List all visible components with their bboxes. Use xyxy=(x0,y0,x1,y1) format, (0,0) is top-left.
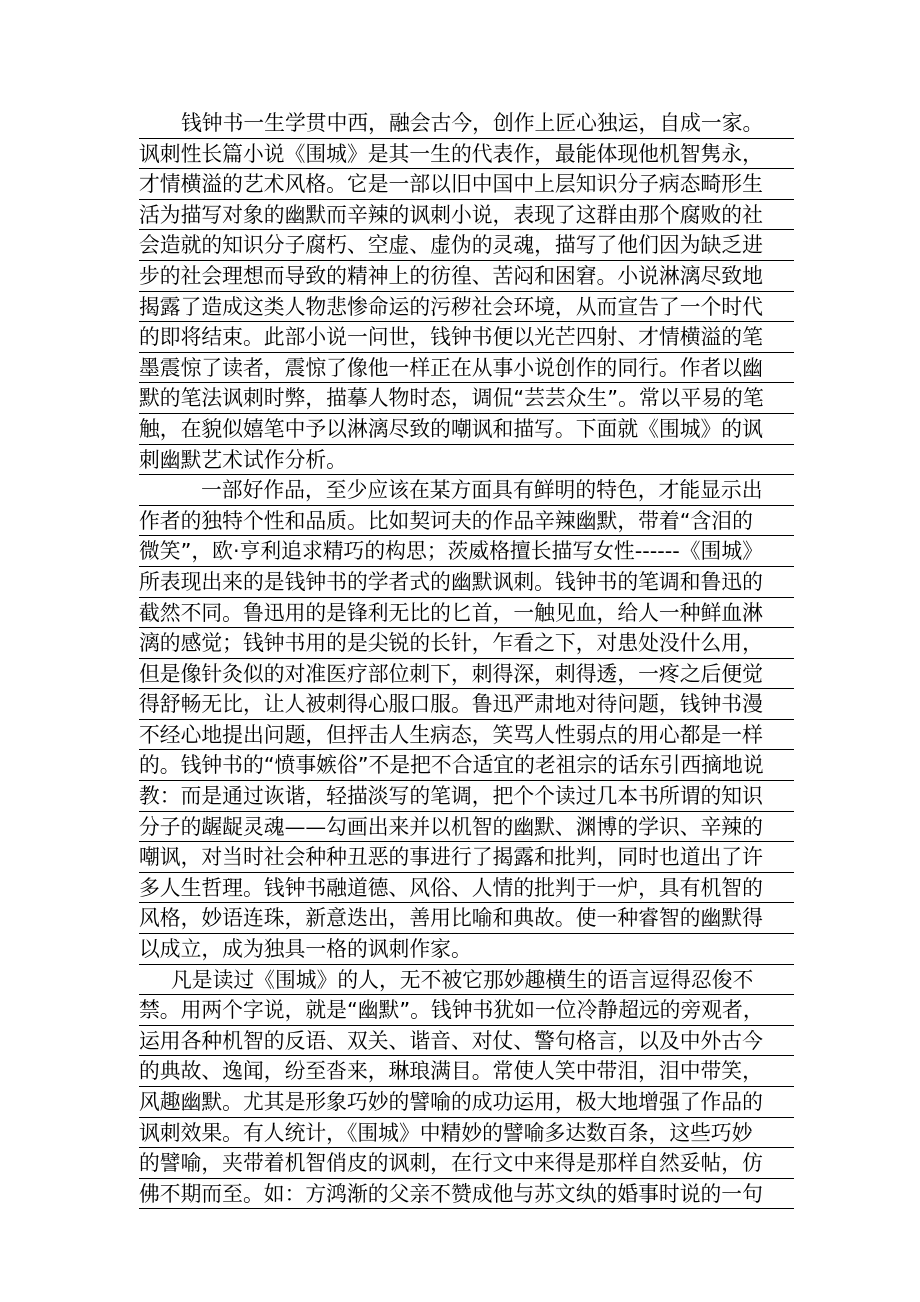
text-line: 活为描写对象的幽默而辛辣的讽刺小说，表现了这群由那个腐败的社 xyxy=(139,200,794,231)
text-line: 才情横溢的艺术风格。它是一部以旧中国中上层知识分子病态畸形生 xyxy=(139,169,794,200)
text-line: 分子的龌龊灵魂——勾画出来并以机智的幽默、渊博的学识、辛辣的 xyxy=(139,812,794,843)
text-line: 的即将结束。此部小说一问世，钱钟书便以光芒四射、才情横溢的笔 xyxy=(139,322,794,353)
text-line: 触，在貌似嬉笔中予以淋漓尽致的嘲讽和描写。下面就《围城》的讽 xyxy=(139,414,794,445)
text-line: 风格，妙语连珠，新意迭出，善用比喻和典故。使一种睿智的幽默得 xyxy=(139,903,794,934)
text-line: 的譬喻，夹带着机智俏皮的讽刺，在行文中来得是那样自然妥帖，仿 xyxy=(139,1148,794,1179)
text-line: 默的笔法讽刺时弊，描摹人物时态，调侃“芸芸众生”。常以平易的笔 xyxy=(139,383,794,414)
text-line: 钱钟书一生学贯中西，融会古今，创作上匠心独运，自成一家。 xyxy=(139,108,794,139)
text-line: 揭露了造成这类人物悲惨命运的污秽社会环境，从而宣告了一个时代 xyxy=(139,292,794,323)
paragraph-3 xyxy=(139,965,794,1210)
text-line: 刺幽默艺术试作分析。 xyxy=(139,445,794,476)
text-line: 不经心地提出问题，但抨击人生病态，笑骂人性弱点的用心都是一样 xyxy=(139,720,794,751)
document-body xyxy=(139,108,794,1209)
text-line: 嘲讽，对当时社会种种丑恶的事进行了揭露和批判，同时也道出了许 xyxy=(139,842,794,873)
text-line: 讽刺效果。有人统计，《围城》中精妙的譬喻多达数百条，这些巧妙 xyxy=(139,1118,794,1149)
text-line: 墨震惊了读者，震惊了像他一样正在从事小说创作的同行。作者以幽 xyxy=(139,353,794,384)
text-line: 会造就的知识分子腐朽、空虚、虚伪的灵魂，描写了他们因为缺乏进 xyxy=(139,230,794,261)
text-line: 讽刺性长篇小说《围城》是其一生的代表作，最能体现他机智隽永， xyxy=(139,139,794,170)
text-line: 步的社会理想而导致的精神上的彷徨、苦闷和困窘。小说淋漓尽致地 xyxy=(139,261,794,292)
text-line: 一部好作品，至少应该在某方面具有鲜明的特色，才能显示出 xyxy=(139,475,794,506)
text-line: 以成立，成为独具一格的讽刺作家。 xyxy=(139,934,794,965)
text-line: 的。钱钟书的“愤事嫉俗”不是把不合适宜的老祖宗的话东引西摘地说 xyxy=(139,750,794,781)
text-line: 漓的感觉；钱钟书用的是尖锐的长针，乍看之下，对患处没什么用， xyxy=(139,628,794,659)
text-line: 截然不同。鲁迅用的是锋利无比的匕首，一触见血，给人一种鲜血淋 xyxy=(139,598,794,629)
text-line: 多人生哲理。钱钟书融道德、风俗、人情的批判于一炉，具有机智的 xyxy=(139,873,794,904)
text-line: 微笑”，欧·亨利追求精巧的构思；茨威格擅长描写女性------《围城》 xyxy=(139,536,794,567)
paragraph-2 xyxy=(139,475,794,965)
text-line: 的典故、逸闻，纷至沓来，琳琅满目。常使人笑中带泪，泪中带笑， xyxy=(139,1056,794,1087)
text-line: 佛不期而至。如：方鸿渐的父亲不赞成他与苏文纨的婚事时说的一句 xyxy=(139,1179,794,1210)
text-line: 运用各种机智的反语、双关、谐音、对仗、警句格言，以及中外古今 xyxy=(139,1026,794,1057)
text-line: 风趣幽默。尤其是形象巧妙的譬喻的成功运用，极大地增强了作品的 xyxy=(139,1087,794,1118)
text-line: 所表现出来的是钱钟书的学者式的幽默讽刺。钱钟书的笔调和鲁迅的 xyxy=(139,567,794,598)
paragraph-1 xyxy=(139,108,794,475)
text-line: 凡是读过《围城》的人，无不被它那妙趣横生的语言逗得忍俊不 xyxy=(139,965,794,996)
text-line: 教：而是通过诙谐，轻描淡写的笔调，把个个读过几本书所谓的知识 xyxy=(139,781,794,812)
text-line: 得舒畅无比，让人被刺得心服口服。鲁迅严肃地对待问题，钱钟书漫 xyxy=(139,689,794,720)
text-line: 作者的独特个性和品质。比如契诃夫的作品辛辣幽默，带着“含泪的 xyxy=(139,506,794,537)
text-line: 但是像针灸似的对准医疗部位刺下，刺得深，刺得透，一疼之后便觉 xyxy=(139,659,794,690)
text-line: 禁。用两个字说，就是“幽默”。钱钟书犹如一位冷静超远的旁观者， xyxy=(139,995,794,1026)
